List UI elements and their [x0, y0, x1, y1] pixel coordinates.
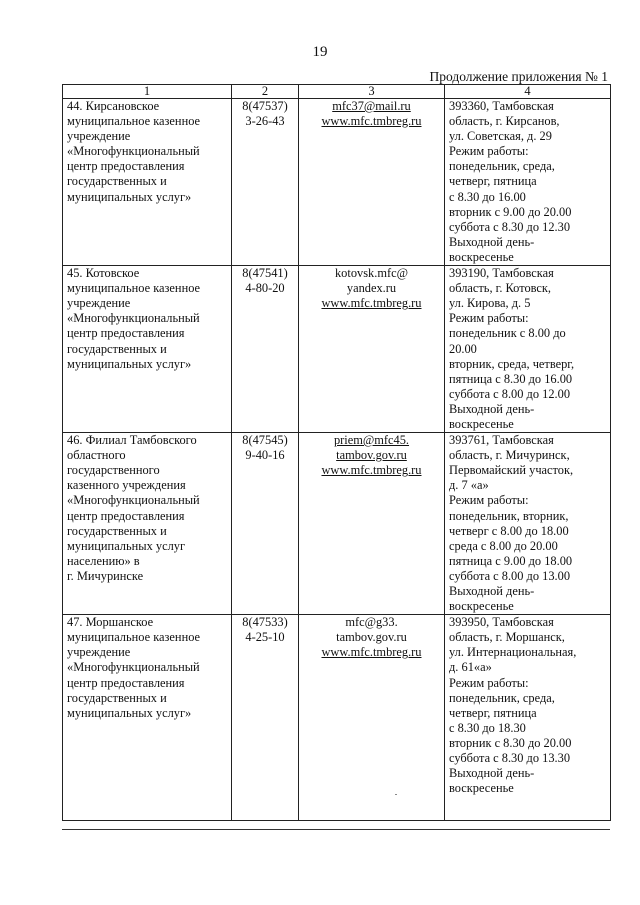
address-cell — [445, 99, 611, 266]
organization-line: «Многофункциональный — [67, 493, 200, 508]
address-line: область, г. Моршанск, — [449, 630, 565, 645]
organization-line: «Многофункциональный — [67, 144, 200, 159]
schedule-line: пятница с 8.30 до 16.00 — [449, 371, 573, 386]
column-number-2: 2 — [232, 85, 299, 99]
contacts-cell — [299, 99, 445, 266]
schedule-line: воскресенье — [449, 599, 514, 614]
address-line: Первомайский участок, — [449, 463, 574, 478]
organization-line: государственных и — [67, 690, 167, 705]
address-line: 393761, Тамбовская — [449, 433, 554, 448]
organization-line: учреждение — [67, 296, 131, 311]
column-number-4: 4 — [445, 85, 611, 99]
organization-cell — [63, 266, 232, 433]
phone-code: 8(47545) — [242, 433, 288, 448]
column-number-3: 3 — [299, 85, 445, 99]
schedule-line: воскресенье — [449, 249, 514, 264]
address-line: ул. Интернациональная, — [449, 645, 577, 660]
scan-speck — [395, 794, 397, 795]
contacts-cell — [299, 433, 445, 615]
organization-cell — [63, 615, 232, 821]
schedule-line: вторник, среда, четверг, — [449, 356, 575, 371]
address-cell — [445, 266, 611, 433]
schedule-line: понедельник, среда, — [449, 159, 555, 174]
organization-line: казенного учреждения — [67, 478, 186, 493]
phone-number: 9-40-16 — [245, 448, 285, 463]
organization-line: государственных и — [67, 341, 167, 356]
schedule-line: пятница с 9.00 до 18.00 — [449, 553, 573, 568]
phone-code: 8(47533) — [242, 615, 288, 630]
organization-line: «Многофункциональный — [67, 311, 200, 326]
column-number-1: 1 — [63, 85, 232, 99]
schedule-line: Режим работы: — [449, 675, 529, 690]
organization-line: муниципальных услуг» — [67, 189, 192, 204]
schedule-line: Выходной день- — [449, 234, 535, 249]
address-line: область, г. Кирсанов, — [449, 114, 560, 129]
contacts-cell — [299, 615, 445, 821]
address-line: д. 7 «а» — [449, 478, 489, 493]
schedule-line: Выходной день- — [449, 584, 535, 598]
organization-line: государственных и — [67, 523, 167, 538]
address-line: 393190, Тамбовская — [449, 266, 554, 281]
mfc-table — [62, 84, 611, 821]
phone-number: 4-25-10 — [245, 630, 285, 645]
address-cell — [445, 615, 611, 821]
website-link[interactable]: www.mfc.tmbreg.ru — [321, 296, 422, 311]
schedule-line: суббота с 8.30 до 12.30 — [449, 219, 571, 234]
organization-line: центр предоставления — [67, 326, 185, 341]
organization-line: учреждение — [67, 645, 131, 660]
schedule-line: среда с 8.00 до 20.00 — [449, 538, 558, 553]
phone-cell — [232, 433, 299, 615]
schedule-line: с 8.30 до 18.30 — [449, 720, 526, 735]
schedule-line: Выходной день- — [449, 766, 535, 781]
column-number-row — [63, 85, 611, 99]
address-line: 393360, Тамбовская — [449, 99, 554, 113]
organization-line: муниципальное казенное — [67, 281, 201, 296]
organization-line: муниципальных услуг» — [67, 356, 192, 371]
address-line: д. 61«а» — [449, 660, 492, 675]
address-line: область, г. Мичуринск, — [449, 448, 570, 463]
website-link[interactable]: www.mfc.tmbreg.ru — [321, 645, 422, 660]
organization-line: центр предоставления — [67, 675, 185, 690]
schedule-line: вторник с 9.00 до 20.00 — [449, 204, 572, 219]
page-number: 19 — [312, 44, 328, 60]
organization-line: областного — [67, 448, 126, 463]
address-line: ул. Кирова, д. 5 — [449, 296, 531, 311]
schedule-line: воскресенье — [449, 416, 514, 431]
organization-line: муниципальное казенное — [67, 114, 201, 129]
organization-line: учреждение — [67, 129, 131, 144]
schedule-line: вторник с 8.30 до 20.00 — [449, 735, 572, 750]
schedule-line: суббота с 8.00 до 13.00 — [449, 568, 571, 583]
organization-line: 46. Филиал Тамбовского — [67, 433, 197, 448]
organization-cell — [63, 433, 232, 615]
schedule-line: Режим работы: — [449, 144, 529, 159]
email-link[interactable]: mfc37@mail.ru — [332, 99, 411, 113]
schedule-line: суббота с 8.00 до 12.00 — [449, 386, 571, 401]
schedule-line: четверг с 8.00 до 18.00 — [449, 523, 569, 538]
organization-line: центр предоставления — [67, 159, 185, 174]
schedule-line: с 8.30 до 16.00 — [449, 189, 526, 204]
table-row — [63, 99, 611, 266]
phone-cell — [232, 99, 299, 266]
organization-line: государственного — [67, 463, 160, 478]
website-link[interactable]: www.mfc.tmbreg.ru — [321, 463, 422, 478]
schedule-line: суббота с 8.30 до 13.30 — [449, 751, 571, 766]
schedule-line: 20.00 — [449, 341, 477, 356]
organization-line: 47. Моршанское — [67, 615, 154, 630]
address-line: область, г. Котовск, — [449, 281, 552, 296]
email-link[interactable]: yandex.ru — [346, 281, 397, 296]
organization-line: г. Мичуринске — [67, 568, 144, 583]
phone-number: 4-80-20 — [245, 281, 285, 296]
organization-line: центр предоставления — [67, 508, 185, 523]
address-line: ул. Советская, д. 29 — [449, 129, 552, 144]
schedule-line: Выходной день- — [449, 401, 535, 416]
email-link[interactable]: mfc@g33. — [345, 615, 398, 630]
phone-code: 8(47541) — [242, 266, 288, 281]
address-line: 393950, Тамбовская — [449, 615, 554, 630]
email-link[interactable]: priem@mfc45. — [333, 433, 410, 448]
schedule-line: понедельник с 8.00 до — [449, 326, 566, 341]
schedule-line: воскресенье — [449, 781, 514, 796]
organization-cell — [63, 99, 232, 266]
schedule-line: Режим работы: — [449, 311, 529, 326]
email-link[interactable]: kotovsk.mfc@ — [334, 266, 408, 281]
organization-line: государственных и — [67, 174, 167, 189]
schedule-line: Режим работы: — [449, 493, 529, 508]
phone-number: 3-26-43 — [245, 114, 285, 129]
schedule-line: четверг, пятница — [449, 174, 537, 189]
organization-line: муниципальное казенное — [67, 630, 201, 645]
email-link[interactable]: tambov.gov.ru — [336, 448, 407, 463]
table-row — [63, 266, 611, 433]
organization-line: «Многофункциональный — [67, 660, 200, 675]
organization-line: муниципальных услуг» — [67, 705, 192, 720]
table-row — [63, 433, 611, 615]
phone-cell — [232, 615, 299, 821]
schedule-line: понедельник, вторник, — [449, 508, 569, 523]
phone-cell — [232, 266, 299, 433]
contacts-cell — [299, 266, 445, 433]
bottom-rule — [62, 829, 610, 830]
organization-line: муниципальных услуг — [67, 538, 186, 553]
phone-code: 8(47537) — [242, 99, 288, 113]
table-row — [63, 615, 611, 821]
organization-line: 45. Котовское — [67, 266, 140, 281]
address-cell — [445, 433, 611, 615]
organization-line: населению» в — [67, 553, 140, 568]
schedule-line: понедельник, среда, — [449, 690, 555, 705]
schedule-line: четверг, пятница — [449, 705, 537, 720]
continuation-label: Продолжение приложения № 1 — [429, 69, 608, 84]
website-link[interactable]: www.mfc.tmbreg.ru — [321, 114, 422, 129]
email-link[interactable]: tambov.gov.ru — [336, 630, 407, 645]
organization-line: 44. Кирсановское — [67, 99, 160, 113]
